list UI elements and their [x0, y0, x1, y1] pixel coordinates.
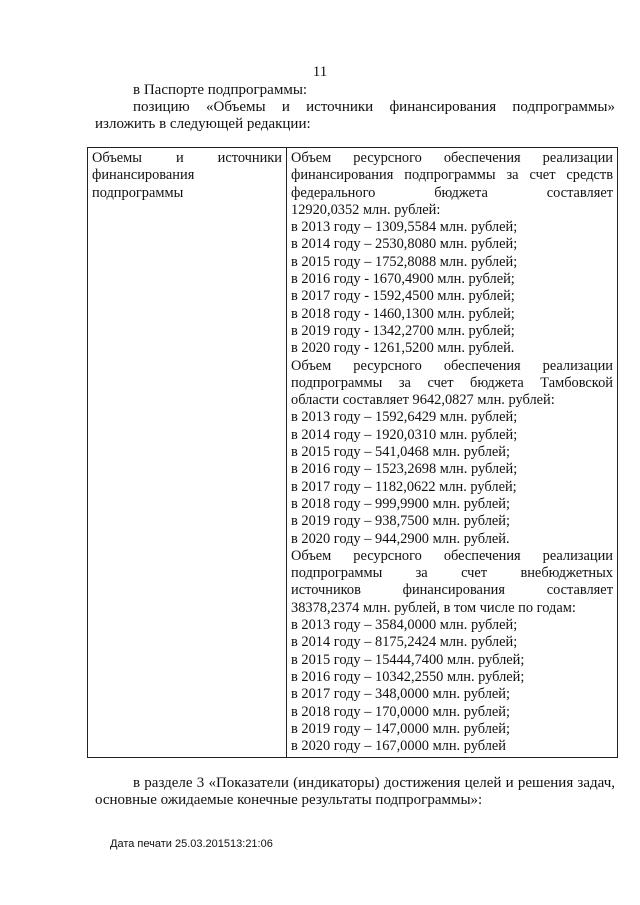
year-amount-line: в 2013 году – 1309,5584 млн. рублей; [291, 219, 518, 236]
year-amount-line: в 2017 году - 1592,4500 млн. рублей; [291, 288, 515, 305]
heading-word: Объем [291, 150, 332, 166]
heading-word: счет [461, 565, 488, 582]
year-amount-line: в 2016 году – 1523,2698 млн. рублей; [291, 461, 518, 478]
year-amount-line: в 2014 году – 2530,8080 млн. рублей; [291, 236, 518, 253]
total-line: области составляет 9642,0827 млн. рублей: [291, 392, 555, 409]
heading-word: федерального [291, 184, 376, 201]
heading-word: реализации [542, 547, 613, 564]
label-word: и [175, 150, 184, 166]
heading-line [291, 167, 613, 184]
year-amount-line: в 2017 году – 1182,0622 млн. рублей; [291, 478, 517, 495]
label-line-1 [92, 150, 282, 167]
total-line: 12920,0352 млн. рублей: [291, 201, 441, 218]
label-line-2: финансирования [92, 167, 195, 184]
heading-word: финансирования [402, 582, 505, 599]
year-amount-line: в 2019 году – 147,0000 млн. рублей; [291, 720, 510, 737]
intro-line: в Паспорте подпрограммы: [133, 82, 308, 98]
year-amount-line: в 2015 году – 541,0468 млн. рублей; [291, 444, 510, 461]
heading-word: средств [566, 167, 613, 184]
heading-word: реализации [542, 357, 613, 374]
year-amount-line: в 2018 году – 999,9900 млн. рублей; [291, 495, 510, 512]
heading-word: реализации [542, 150, 613, 166]
heading-word: обеспечения [443, 150, 521, 166]
heading-line [291, 565, 613, 582]
year-amount-line: в 2015 году – 1752,8088 млн. рублей; [291, 253, 518, 270]
year-amount-line: в 2019 году – 938,7500 млн. рублей; [291, 513, 510, 530]
heading-word: за [415, 565, 428, 582]
heading-word: Тамбовской [540, 374, 613, 391]
intro-paragraph: позицию «Объемы и источники финансирования подпрограммы» изложить в следующей редакции: [95, 99, 615, 132]
closing-paragraph: в разделе 3 «Показатели (индикаторы) достижения целей и решения задач, основные ожидаемые конечные результаты подпрограммы»: [95, 775, 615, 808]
regional-budget-section [291, 358, 613, 548]
heading-word: счет [529, 167, 556, 184]
label-word: источники [217, 150, 282, 166]
passport-table [87, 147, 618, 758]
heading-word: внебюджетных [520, 565, 613, 582]
heading-line [291, 358, 613, 375]
label-cell [88, 148, 287, 758]
extrabudget-section [291, 548, 613, 756]
heading-word: ресурсного [353, 357, 422, 374]
heading-line [291, 150, 613, 167]
heading-word: счет [427, 374, 454, 391]
year-amount-line: в 2020 году - 1261,5200 млн. рублей. [291, 340, 515, 357]
year-amount-line: в 2016 году – 10342,2550 млн. рублей; [291, 668, 525, 685]
heading-word: обеспечения [443, 357, 521, 374]
year-amount-line: в 2017 году – 348,0000 млн. рублей; [291, 686, 510, 703]
heading-word: подпрограммы [291, 565, 383, 582]
heading-word: за [506, 167, 519, 184]
year-amount-line: в 2013 году – 1592,6429 млн. рублей; [291, 409, 518, 426]
year-amount-line: в 2018 году – 170,0000 млн. рублей; [291, 703, 510, 720]
year-amount-line: в 2020 году – 944,2900 млн. рублей. [291, 530, 510, 547]
heading-word: ресурсного [353, 150, 422, 166]
label-line-3: подпрограммы [92, 184, 184, 201]
heading-word: за [398, 374, 411, 391]
total-line: 38378,2374 млн. рублей, в том числе по годам: [291, 599, 576, 616]
funding-cell [287, 148, 618, 758]
heading-word: составляет [546, 184, 613, 201]
print-date-footer: Дата печати 25.03.201513:21:06 [110, 838, 273, 850]
year-amount-line: в 2015 году – 15444,7400 млн. рублей; [291, 651, 525, 668]
heading-word: финансирования [291, 167, 394, 184]
year-amount-line: в 2013 году – 3584,0000 млн. рублей; [291, 617, 518, 634]
year-amount-line: в 2018 году - 1460,1300 млн. рублей; [291, 305, 515, 322]
heading-word: бюджета [434, 184, 488, 201]
heading-word: подпрограммы [291, 374, 383, 391]
heading-line [291, 185, 613, 202]
year-amount-line: в 2020 году – 167,0000 млн. рублей [291, 738, 506, 755]
heading-word: ресурсного [353, 547, 422, 564]
federal-budget-section [291, 150, 613, 358]
label-word: Объемы [92, 150, 142, 166]
heading-word: подпрограммы [404, 167, 496, 184]
heading-word: бюджета [470, 374, 524, 391]
heading-word: составляет [546, 582, 613, 599]
heading-line [291, 375, 613, 392]
heading-line [291, 582, 613, 599]
year-amount-line: в 2016 году - 1670,4900 млн. рублей; [291, 271, 515, 288]
year-amount-line: в 2014 году – 8175,2424 млн. рублей; [291, 634, 518, 651]
heading-word: Объем [291, 357, 332, 374]
year-amount-line: в 2019 году - 1342,2700 млн. рублей; [291, 322, 515, 339]
heading-word: источников [291, 582, 361, 599]
page-number: 11 [312, 64, 328, 80]
heading-line [291, 548, 613, 565]
table-row [88, 148, 618, 758]
heading-word: обеспечения [443, 547, 521, 564]
heading-word: Объем [291, 547, 332, 564]
year-amount-line: в 2014 году – 1920,0310 млн. рублей; [291, 426, 518, 443]
